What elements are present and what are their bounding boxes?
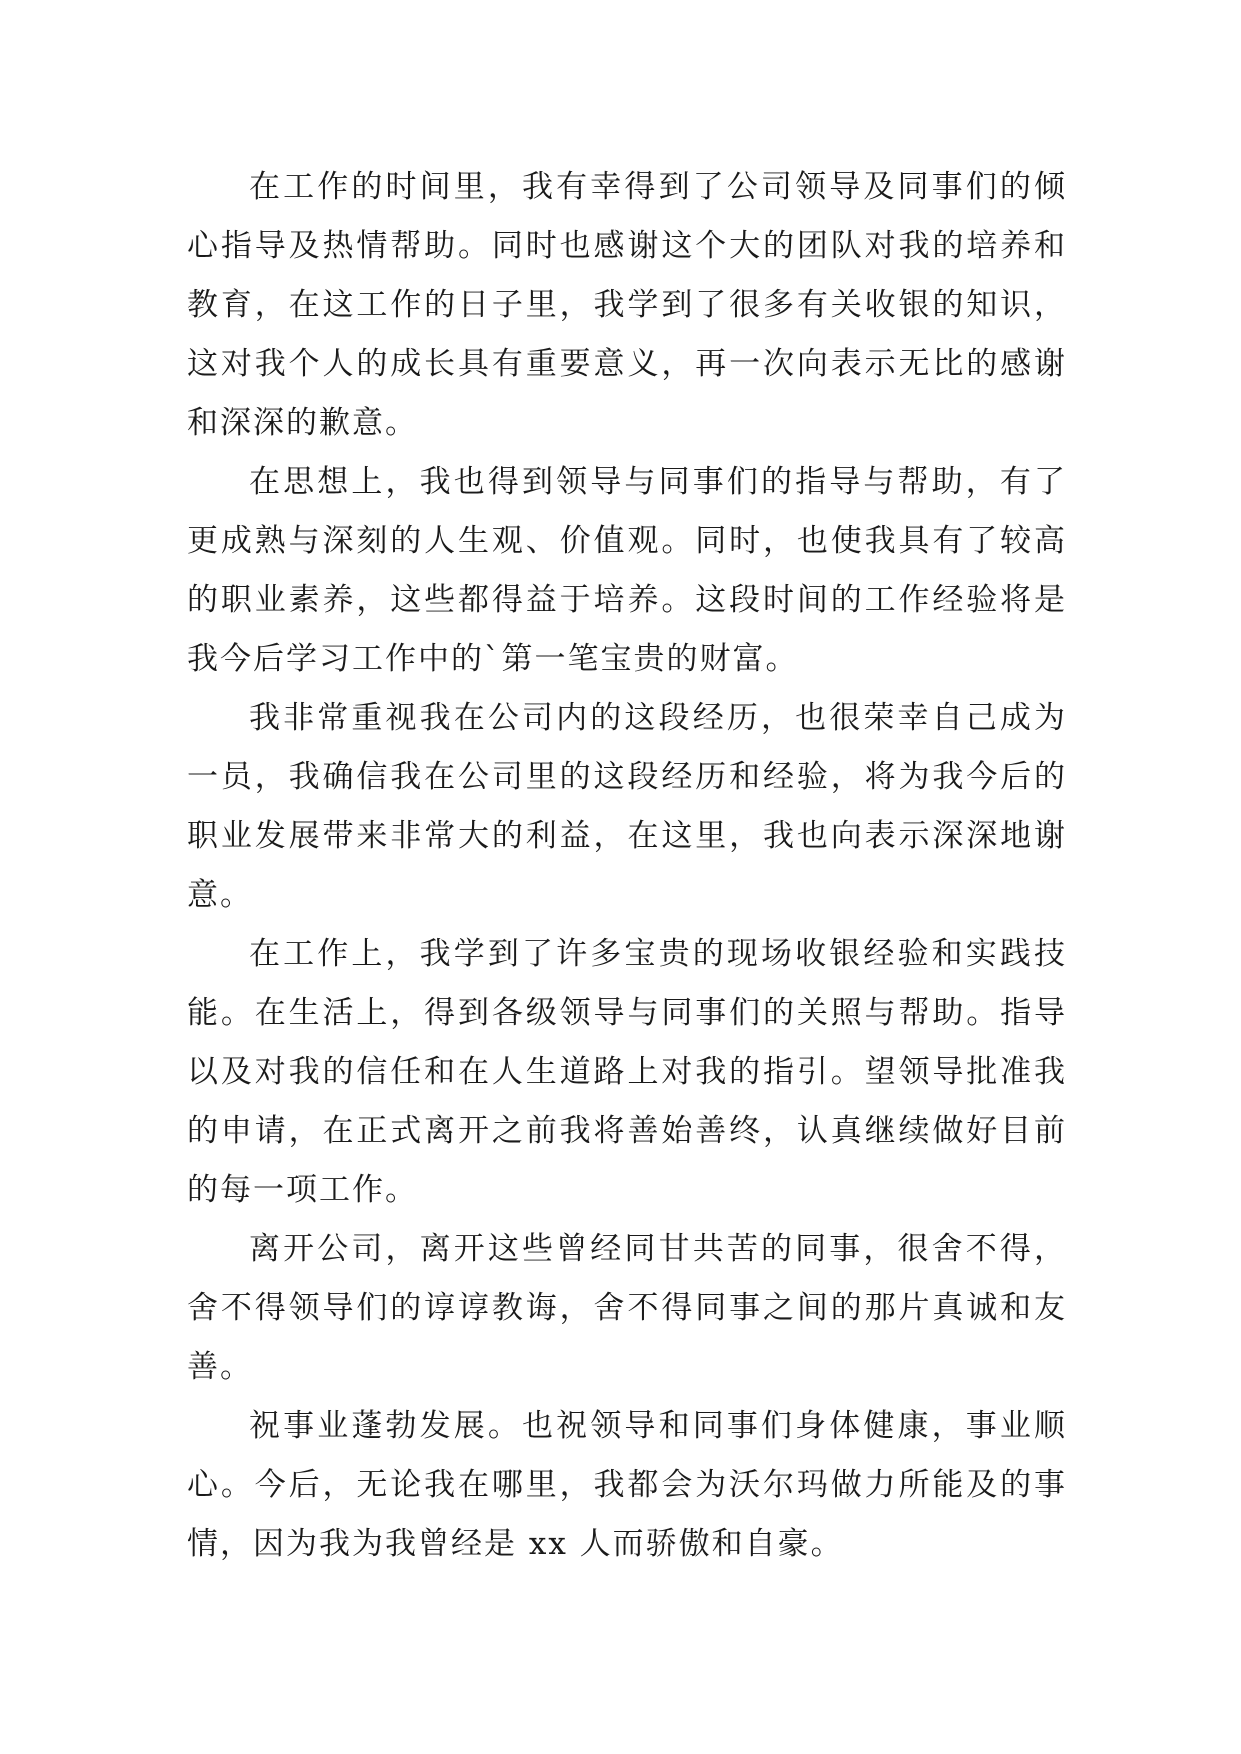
paragraph: 祝事业蓬勃发展。也祝领导和同事们身体健康，事业顺心。今后，无论我在哪里，我都会为沃尔玛做力所能及的事情，因为我为我曾经是 xx 人而骄傲和自豪。: [187, 1408, 1067, 1562]
paragraph: 离开公司，离开这些曾经同甘共苦的同事，很舍不得，舍不得领导们的谆谆教诲，舍不得同事之间的那片真诚和友善。: [187, 1231, 1067, 1385]
paragraph: 我非常重视我在公司内的这段经历，也很荣幸自己成为一员，我确信我在公司里的这段经历和经验，将为我今后的职业发展带来非常大的利益，在这里，我也向表示深深地谢意。: [187, 700, 1067, 913]
paragraph: 在工作上，我学到了许多宝贵的现场收银经验和实践技能。在生活上，得到各级领导与同事们的关照与帮助。指导以及对我的信任和在人生道路上对我的指引。望领导批准我的申请，在正式离开之前我将善始善终，认真继续做好目前的每一项工作。: [187, 936, 1067, 1208]
document-body: [187, 158, 1067, 1574]
paragraph: 在工作的时间里，我有幸得到了公司领导及同事们的倾心指导及热情帮助。同时也感谢这个大的团队对我的培养和教育，在这工作的日子里，我学到了很多有关收银的知识，这对我个人的成长具有重要意义，再一次向表示无比的感谢和深深的歉意。: [187, 169, 1067, 441]
paragraph: 在思想上，我也得到领导与同事们的指导与帮助，有了更成熟与深刻的人生观、价值观。同时，也使我具有了较高的职业素养，这些都得益于培养。这段时间的工作经验将是我今后学习工作中的`第一笔宝贵的财富。: [187, 464, 1067, 677]
